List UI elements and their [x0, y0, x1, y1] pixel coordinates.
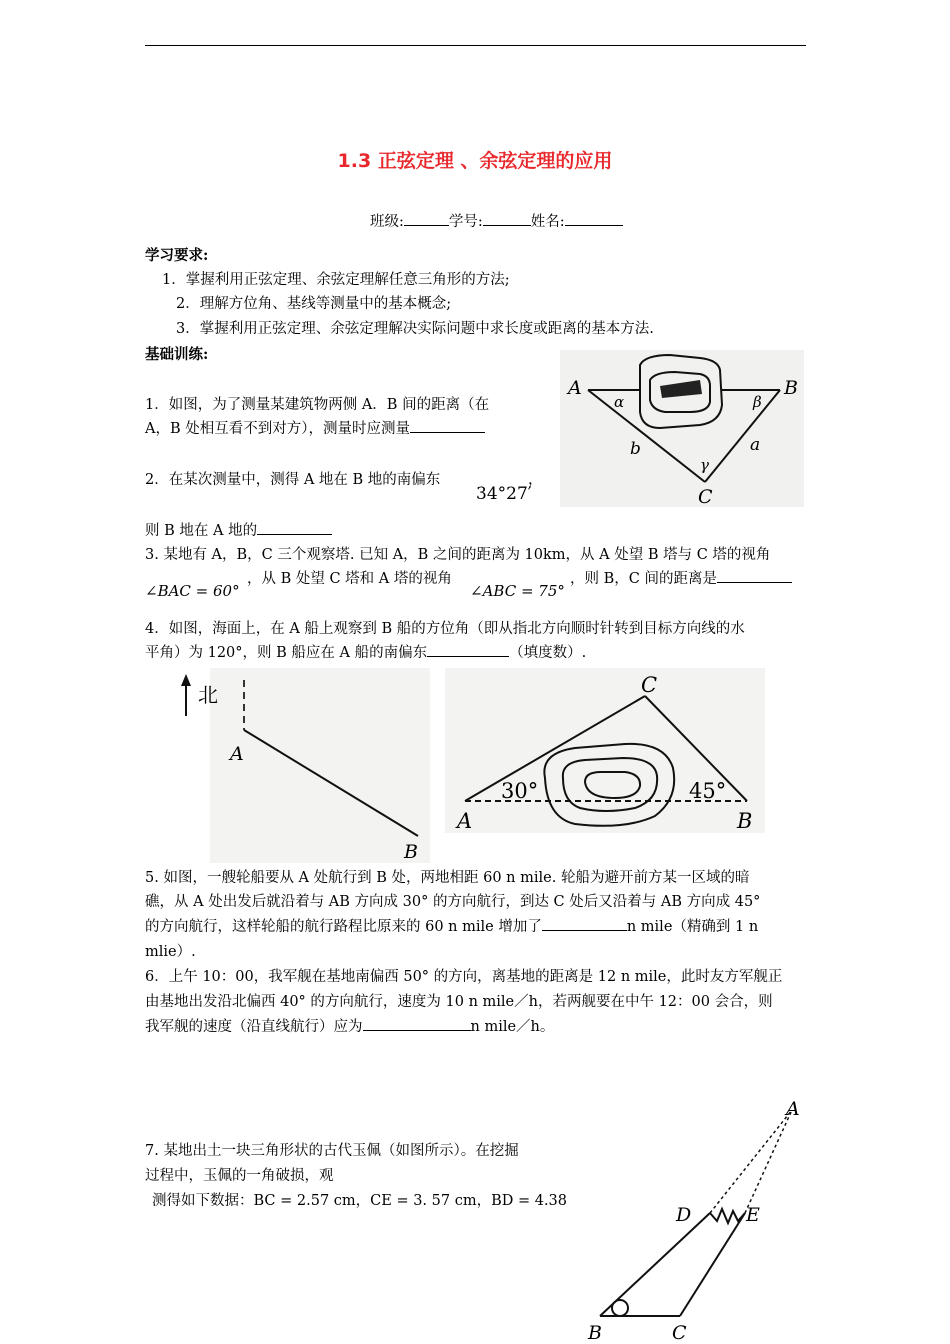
fig1-label-gamma: γ [700, 456, 709, 474]
fig4-label-d: D [676, 1204, 692, 1226]
q6-answer-blank[interactable] [363, 1015, 471, 1031]
q3-answer-blank[interactable] [717, 567, 792, 583]
fig4-dashed-ea [745, 1110, 792, 1213]
student-info-line [370, 210, 623, 234]
requirements-heading: 学习要求: [145, 247, 209, 264]
q7-line-3: 测得如下数据：BC = 2.57 cm，CE = 3. 57 cm，BD = 4.38 [152, 1193, 568, 1209]
id-label: 学号: [448, 214, 483, 230]
requirement-item-3: 3．掌握利用正弦定理、余弦定理解决实际问题中求长度或距离的基本方法. [176, 321, 654, 337]
q6-line-2: 由基地出发沿北偏西 40° 的方向航行，速度为 10 n mile／h，若两舰要在中午 12：00 会合，则 [145, 994, 773, 1010]
page-title: 1.3 正弦定理 、余弦定理的应用 [337, 150, 613, 172]
fig1-label-c-point: C [698, 486, 713, 507]
q4-text: 平角）为 120°，则 B 船应在 A 船的南偏东 [145, 645, 428, 661]
q3-mid-text: ，从 B 处望 C 塔和 A 塔的视角 [247, 571, 452, 587]
fig4-line-ce [680, 1213, 745, 1316]
q3-tail-text: ，则 B，C 间的距离是 [570, 571, 717, 587]
q5-line-3 [145, 915, 758, 939]
name-blank[interactable] [565, 210, 623, 226]
q3-angle-abc: ∠ABC = 75° [470, 582, 565, 600]
q1-line-1: 1．如图，为了测量某建筑物两侧 A．B 间的距离（在 [145, 397, 490, 413]
fig3-label-a: A [457, 809, 473, 833]
q6-line-3 [145, 1015, 554, 1039]
q3-tail-line [570, 567, 792, 591]
fig3-scan-bg [445, 668, 765, 833]
q4-line-1: 4．如图，海面上，在 A 船上观察到 B 船的方位角（即从指北方向顺时针转到目标方向线的水 [145, 621, 745, 637]
fig2-north-arrowhead [181, 674, 191, 686]
name-label: 姓名: [530, 214, 565, 230]
fig4-label-a: A [786, 1098, 800, 1120]
fig1-label-beta: β [753, 393, 762, 411]
fig4-label-c: C [672, 1322, 687, 1344]
fig4-label-e: E [746, 1204, 760, 1226]
requirement-item-2: 2．理解方位角、基线等测量中的基本概念; [176, 296, 452, 312]
q2-angle: 34°27′ [476, 484, 532, 504]
q1-answer-blank[interactable] [410, 417, 485, 433]
q6-line-1: 6．上午 10：00，我军舰在基地南偏西 50° 的方向，离基地的距离是 12 n mile，此时友方军舰正 [145, 969, 783, 985]
q5-line-2: 礁，从 A 处出发后就沿着与 AB 方向成 30° 的方向航行，到达 C 处后又沿着与 AB 方向成 45° [145, 894, 761, 910]
q2-line-1 [145, 468, 440, 492]
fig1-label-side-b: b [630, 439, 641, 459]
q2-comma: ， [528, 472, 543, 488]
q5-tail: n mile（精确到 1 n [626, 919, 759, 935]
fig3-label-b: B [737, 809, 753, 833]
fig2-label-a: A [230, 743, 244, 765]
q4-line-2 [145, 641, 586, 665]
q4-answer-blank[interactable] [427, 641, 509, 657]
fig1-label-alpha: α [614, 393, 625, 411]
fig3-label-angle-30: 30° [501, 779, 539, 803]
requirement-item-1: 1．掌握利用正弦定理、余弦定理解任意三角形的方法; [162, 272, 510, 288]
figure-1-building [560, 350, 804, 507]
figure-2-bearing [170, 668, 430, 863]
q6-tail: n mile／h。 [470, 1019, 555, 1035]
q6-text: 我军舰的速度（沿直线航行）应为 [145, 1019, 363, 1035]
q2-line-2 [145, 519, 332, 543]
q2-tail-text: 则 B 地在 A 地的 [145, 523, 258, 539]
q5-answer-blank[interactable] [542, 915, 627, 931]
q3-line-1: 3. 某地有 A，B，C 三个观察塔. 已知 A，B 之间的距离为 10km，从 A 处望 B 塔与 C 塔的视角 [145, 547, 771, 563]
fig4-corner-circle [612, 1300, 628, 1316]
fig1-label-side-a: a [750, 435, 761, 455]
q5-text: 的方向航行，这样轮船的航行路程比原来的 60 n mile 增加了 [145, 919, 542, 935]
q2-answer-blank[interactable] [257, 519, 332, 535]
class-label: 班级: [370, 214, 404, 230]
q1-line-2 [145, 417, 485, 441]
q5-line-1: 5. 如图，一艘轮船要从 A 处航行到 B 处，两地相距 60 n mile. 轮船为避开前方某一区域的暗 [145, 870, 750, 886]
figure-4-jade [580, 1095, 810, 1344]
fig1-label-a-point: A [568, 377, 582, 399]
fig1-label-b-point: B [784, 377, 798, 399]
fig2-north-label: 北 [198, 683, 218, 707]
q3-angle-bac: ∠BAC = 60° [145, 582, 240, 600]
fig3-label-angle-45: 45° [689, 779, 727, 803]
q4-tail: （填度数）. [509, 645, 587, 661]
fig3-label-c: C [641, 673, 658, 697]
id-blank[interactable] [483, 210, 531, 226]
q7-line-2: 过程中，玉佩的一角破损，观 [145, 1168, 334, 1184]
figure-3-reef [445, 668, 765, 833]
training-heading: 基础训练: [145, 346, 209, 363]
q2-text: 2．在某次测量中，测得 A 地在 B 地的南偏东 [145, 472, 441, 488]
class-blank[interactable] [404, 210, 449, 226]
q1-text: A，B 处相互看不到对方），测量时应测量 [145, 421, 410, 437]
header-rule [145, 45, 806, 46]
q7-line-1: 7. 某地出土一块三角形状的古代玉佩（如图所示）。在挖掘 [145, 1143, 519, 1159]
q5-line-4: mlie）. [145, 944, 196, 960]
fig2-label-b: B [404, 841, 418, 863]
fig4-dashed-da [710, 1110, 792, 1213]
fig4-label-b: B [588, 1322, 602, 1344]
